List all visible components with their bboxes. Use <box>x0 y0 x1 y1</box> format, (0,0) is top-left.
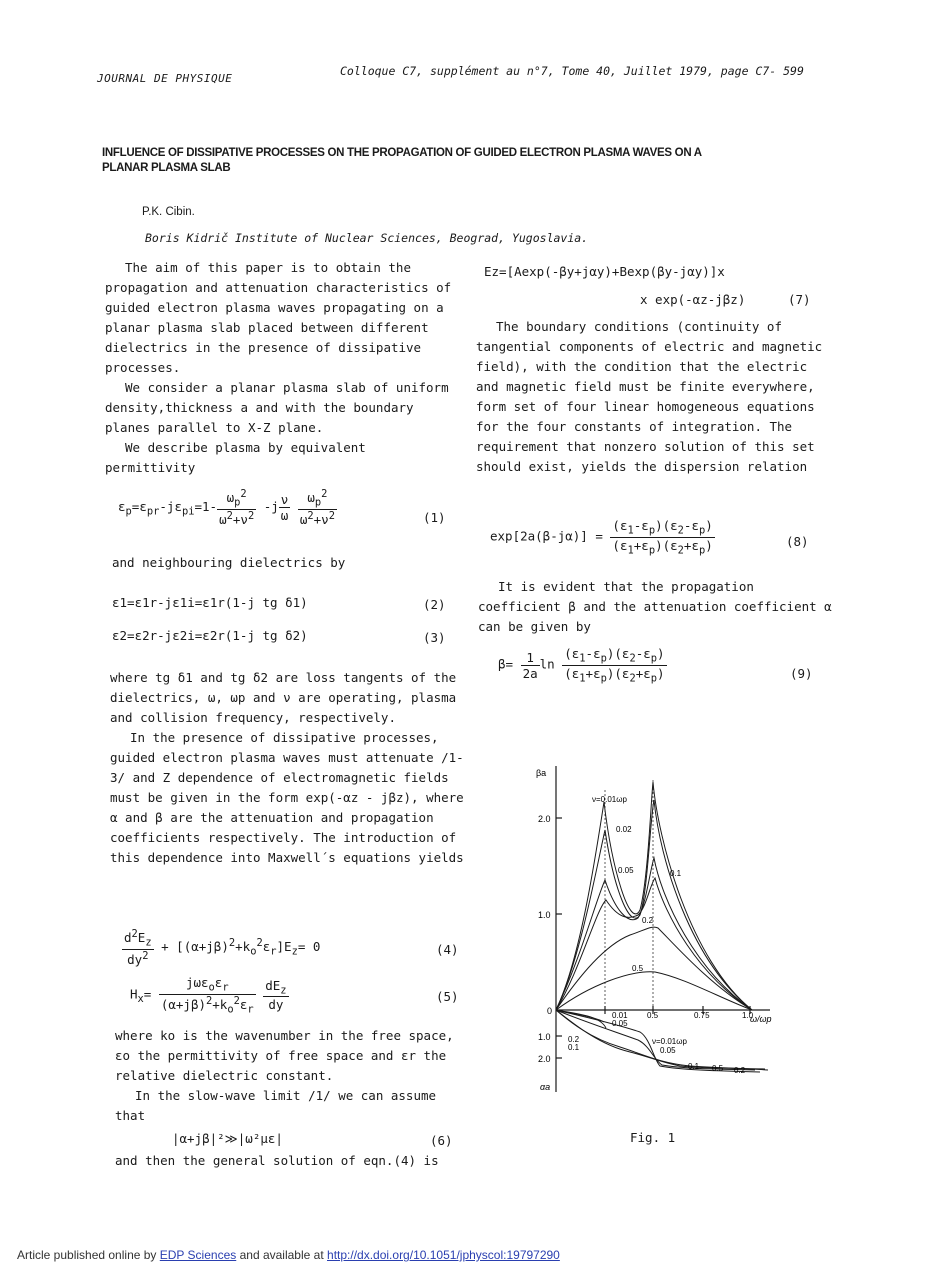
paragraph: We describe plasma by equivalent permittivity <box>105 440 366 475</box>
equation-number: (2) <box>423 597 446 612</box>
series-label: 0.5 <box>712 1064 724 1073</box>
right-column-intro <box>476 317 836 477</box>
equation-7b: x exp(-αz-jβz) <box>640 292 746 307</box>
curve-beta-0.1 <box>556 878 752 1010</box>
publication-footer <box>17 1248 560 1262</box>
x-label: ω/ωp <box>750 1014 772 1024</box>
equation-number: (1) <box>423 510 446 525</box>
doi-link[interactable]: http://dx.doi.org/10.1051/jphyscol:19797290 <box>327 1248 560 1262</box>
y-label-top: βa <box>536 768 547 778</box>
equation-number: (8) <box>786 534 809 549</box>
series-label: 0.02 <box>616 825 632 834</box>
paragraph: where tg δ1 and tg δ2 are loss tangents of the dielectrics, ω, ωp and ν are operating, plasma and collision frequency, respectively. <box>110 670 457 725</box>
y-tick-label: 1.0 <box>538 1032 551 1042</box>
series-label: 0.05 <box>660 1046 676 1055</box>
equation-number: (6) <box>430 1133 453 1148</box>
paper-title: INFLUENCE OF DISSIPATIVE PROCESSES ON THE PROPAGATION OF GUIDED ELECTRON PLASMA WAVES ON A PLANAR PLASMA SLAB <box>102 147 702 174</box>
y-tick-label: 2.0 <box>538 814 551 824</box>
equation-3: ε2=ε2r-jε2i=ε2r(1-j tg δ2) <box>112 628 308 643</box>
x-tick-label: 0.75 <box>694 1011 710 1020</box>
paragraph: It is evident that the propagation coefficient β and the attenuation coefficient α can be given by <box>478 579 832 634</box>
equation-number: (9) <box>790 666 813 681</box>
affiliation: Boris Kidrič Institute of Nuclear Sciences, Beograd, Yugoslavia. <box>145 231 589 245</box>
equation-9: β= $\frac{1}{2a}$ ln $\frac{(\varepsilon_1-\varepsilon_p)(\varepsilon_2-\varepsilon_p)}{(\varepsilon_1+\varepsilon_p)(\varepsilon_2+\varepsilon_p)}$ <box>498 646 665 684</box>
journal-name: JOURNAL DE PHYSIQUE <box>97 72 233 85</box>
series-label: 0.2 <box>642 916 654 925</box>
series-label: 0.2 <box>734 1066 746 1075</box>
y-tick-label: 2.0 <box>538 1054 551 1064</box>
paragraph: and then the general solution of eqn.(4) is <box>115 1153 439 1168</box>
equation-number: (4) <box>436 942 459 957</box>
publisher-link[interactable]: EDP Sciences <box>159 1248 237 1262</box>
figure-caption: Fig. 1 <box>630 1130 676 1145</box>
x-tick-label: 0.05 <box>612 1019 628 1028</box>
series-label: 0.1 <box>568 1043 580 1052</box>
paragraph: The aim of this paper is to obtain the propagation and attenuation characteristics of guided electron plasma waves propagating on a planar plasma slab placed between different dielectrics in the presence of dissipative processes. <box>105 260 452 375</box>
right-column-middle <box>478 577 838 637</box>
series-label: 0.1 <box>688 1062 700 1071</box>
paragraph: where ko is the wavenumber in the free space, εo the permittivity of free space and εr the relative dielectric constant. <box>115 1028 454 1083</box>
x-tick-label: 0.01 <box>612 1011 628 1020</box>
equation-1: $\varepsilon_p=\varepsilon_{pr}-j\varepsilon_{pi}=1-$ $\frac{\omega_p^2}{\omega^2+\nu^2}$ -j $\frac{\nu}{\omega}$ $\frac{\omega_p^2}{\omega^2+\nu^2}$ <box>118 488 335 527</box>
equation-8: exp[2a(β-jα)] = $\frac{(\varepsilon_1-\varepsilon_p)(\varepsilon_2-\varepsilon_p)}{(\varepsilon_1+\varepsilon_p)(\varepsilon_2+\varepsilon_p)}$ <box>490 518 713 556</box>
author: P.K. Cibin. <box>142 206 195 218</box>
series-label: 0.1 <box>670 869 682 878</box>
paragraph: The boundary conditions (continuity of tangential components of electric and magnetic field), with the condition that the electric and magnetic field must be finite everywhere, form set of four linear homogeneous equations for the four constants of integration. The requirement that nonzero solution of this set should exist, yields the dispersion relation <box>476 319 823 474</box>
footer-prefix: Article published online by <box>17 1248 157 1262</box>
x-tick-label: 1.0 <box>742 1011 754 1020</box>
y-label-bottom: αa <box>540 1082 551 1092</box>
equation-number: (3) <box>423 630 446 645</box>
equation-7a: Ez=[Aexp(-βy+jαy)+Bexp(βy-jαy)]x <box>484 264 725 279</box>
equation-number: (7) <box>788 292 811 307</box>
equation-6: |α+jβ|²≫|ω²με| <box>172 1131 283 1146</box>
left-column-end <box>115 1026 470 1126</box>
paragraph: We consider a planar plasma slab of uniform density,thickness a and with the boundary planes parallel to X-Z plane. <box>105 380 449 435</box>
left-column-intro <box>105 258 460 478</box>
equation-5: $H_x=$ $\frac{j\omega\varepsilon_o\varepsilon_r}{(\alpha+j\beta)^2+k_o^2\varepsilon_r}$ $\frac{dE_z}{dy}$ <box>130 975 287 1016</box>
y-tick-label: 0 <box>547 1006 553 1016</box>
x-tick-label: 0.5 <box>647 1011 659 1020</box>
equation-2: ε1=ε1r-jε1i=ε1r(1-j tg δ1) <box>112 595 308 610</box>
figure-1-chart <box>520 760 800 1120</box>
equation-4: $\frac{d^2E_z}{dy^2}$ + $[(\alpha+j\beta)^2+k_o^2\varepsilon_r]E_z= 0$ <box>124 928 321 967</box>
series-label: 0.5 <box>632 964 644 973</box>
paragraph: In the slow-wave limit /1/ we can assume that <box>115 1088 437 1123</box>
footer-middle: and available at <box>239 1248 324 1262</box>
left-column-middle <box>110 668 465 868</box>
equation-number: (5) <box>436 989 459 1004</box>
curve-beta-0.5 <box>556 972 752 1010</box>
paragraph: In the presence of dissipative processes, guided electron plasma waves must attenuate /1-3/ and Z dependence of electromagnetic fields must be given in the form exp(-αz - jβz), where α and β are the attenuation and propagation coefficients respectively. The introduction of this dependence into Maxwell´s equations yields <box>110 730 464 865</box>
series-label: ν=0.01ωp <box>652 1037 687 1046</box>
curve-beta-0.01 <box>556 782 752 1010</box>
series-label: ν=0.01ωp <box>592 795 627 804</box>
y-tick-label: 1.0 <box>538 910 551 920</box>
paragraph: and neighbouring dielectrics by <box>112 555 346 570</box>
series-label: 0.2 <box>568 1035 580 1044</box>
citation-line: Colloque C7, supplément au n°7, Tome 40, Juillet 1979, page C7- 599 <box>340 64 804 78</box>
series-label: 0.05 <box>618 866 634 875</box>
